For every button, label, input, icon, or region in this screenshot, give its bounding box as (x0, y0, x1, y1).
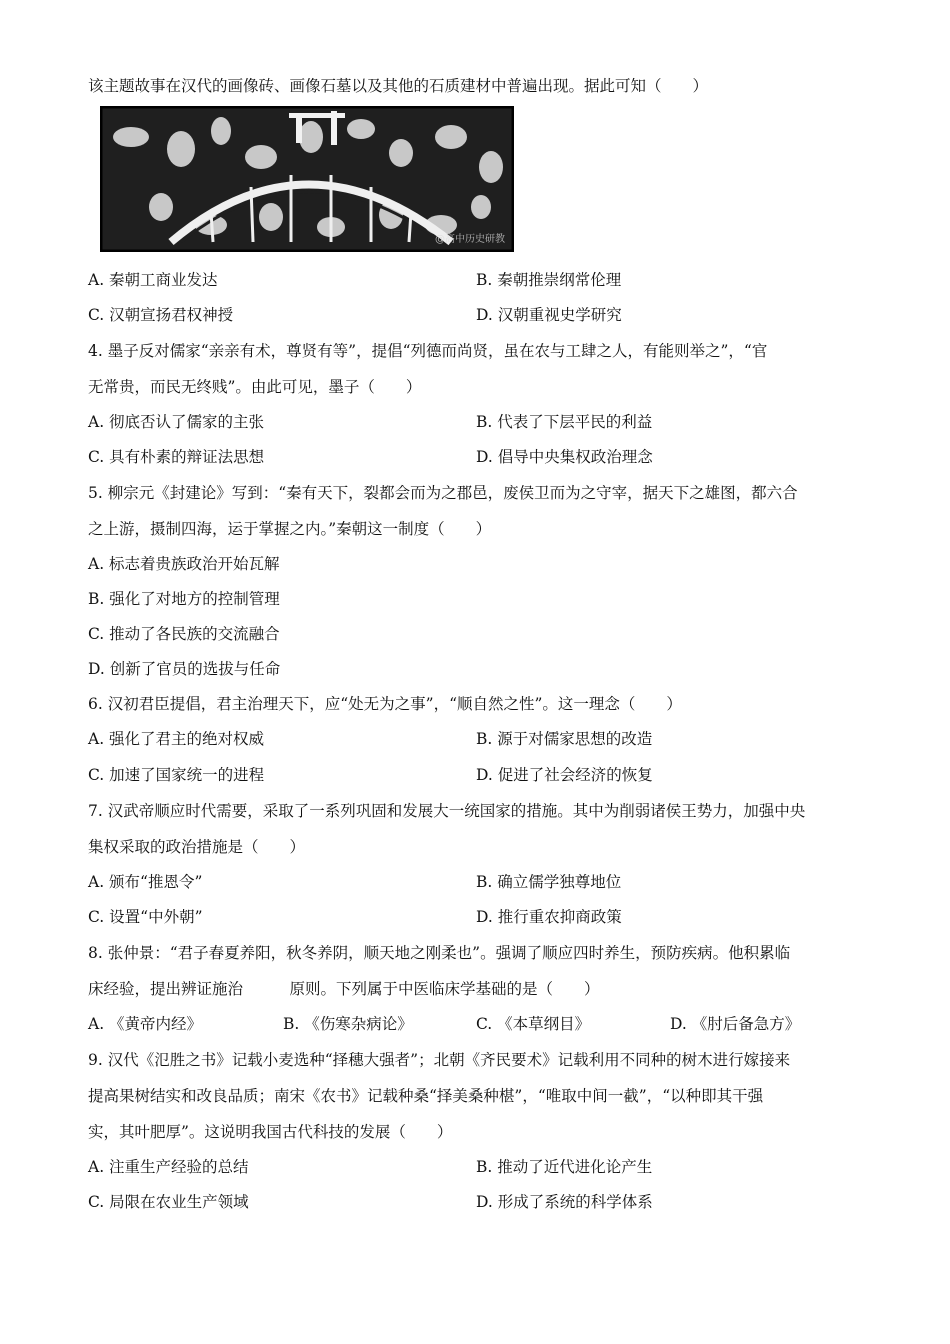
q8-stem-line1: 8. 张仲景：“君子春夏养阳，秋冬养阴，顺天地之刚柔也”。强调了顺应四时养生，预防疾病。他积累临 (88, 944, 791, 962)
q6-stem-line1: 6. 汉初君臣提倡，君主治理天下，应“处无为之事”，“顺自然之性”。这一理念（ ） (88, 695, 682, 713)
q7-option-b: B. 确立儒学独尊地位 (476, 873, 622, 891)
q7-option-d: D. 推行重农抑商政策 (476, 908, 622, 926)
q9-option-c: C. 局限在农业生产领域 (88, 1193, 249, 1211)
q5-option-b: B. 强化了对地方的控制管理 (88, 590, 280, 608)
q9-stem-line3: 实，其叶肥厚”。这说明我国古代科技的发展（ ） (88, 1123, 453, 1141)
q8-option-a: A. 《黄帝内经》 (88, 1015, 203, 1033)
q4-stem-line1: 4. 墨子反对儒家“亲亲有术，尊贤有等”，提倡“列德而尚贤，虽在农与工肆之人，有能则举之”，“官 (88, 342, 768, 360)
watermark: @高中历史研教 (435, 234, 505, 245)
q9-option-b: B. 推动了近代进化论产生 (476, 1158, 653, 1176)
q8-stem-line2: 床经验，提出辨证施治 原则。下列属于中医临床学基础的是（ ） (88, 980, 600, 998)
q6-option-a: A. 强化了君主的绝对权威 (88, 730, 265, 748)
han-stone-relief-image (100, 106, 514, 252)
q4-option-d: D. 倡导中央集权政治理念 (476, 448, 653, 466)
q7-option-a: A. 颁布“推恩令” (88, 873, 203, 891)
q9-option-d: D. 形成了系统的科学体系 (476, 1193, 653, 1211)
q6-option-d: D. 促进了社会经济的恢复 (476, 766, 653, 784)
q3-option-c: C. 汉朝宣扬君权神授 (88, 306, 234, 324)
q9-option-a: A. 注重生产经验的总结 (88, 1158, 249, 1176)
q9-stem-line2: 提高果树结实和改良品质；南宋《农书》记载种桑“择美桑种椹”，“唯取中间一截”，“以种即其干强 (88, 1087, 764, 1105)
q3-option-a: A. 秦朝工商业发达 (88, 271, 218, 289)
q4-stem-line2: 无常贵，而民无终贱”。由此可见，墨子（ ） (88, 378, 422, 396)
q6-option-c: C. 加速了国家统一的进程 (88, 766, 265, 784)
q5-stem-line2: 之上游，摄制四海，运于掌握之内。”秦朝这一制度（ ） (88, 520, 492, 538)
q3-option-d: D. 汉朝重视史学研究 (476, 306, 622, 324)
q7-option-c: C. 设置“中外朝” (88, 908, 203, 926)
q5-option-c: C. 推动了各民族的交流融合 (88, 625, 280, 643)
question-3-stem: 该主题故事在汉代的画像砖、画像石墓以及其他的石质建材中普遍出现。据此可知（ ） (88, 77, 709, 95)
q5-option-d: D. 创新了官员的选拔与任命 (88, 660, 281, 678)
q4-option-c: C. 具有朴素的辩证法思想 (88, 448, 265, 466)
q7-stem-line2: 集权采取的政治措施是（ ） (88, 838, 306, 856)
q5-option-a: A. 标志着贵族政治开始瓦解 (88, 555, 280, 573)
q4-option-a: A. 彻底否认了儒家的主张 (88, 413, 265, 431)
q9-stem-line1: 9. 汉代《氾胜之书》记载小麦选种“择穗大强者”；北朝《齐民要术》记载利用不同种的树木进行嫁接来 (88, 1051, 791, 1069)
q5-stem-line1: 5. 柳宗元《封建论》写到：“秦有天下，裂都会而为之郡邑，废侯卫而为之守宰，据天下之雄图，都六合 (88, 484, 798, 502)
q4-option-b: B. 代表了下层平民的利益 (476, 413, 653, 431)
q6-option-b: B. 源于对儒家思想的改造 (476, 730, 653, 748)
q8-option-d: D. 《肘后备急方》 (670, 1015, 801, 1033)
q8-option-b: B. 《伤寒杂病论》 (283, 1015, 413, 1033)
q3-option-b: B. 秦朝推崇纲常伦理 (476, 271, 622, 289)
q7-stem-line1: 7. 汉武帝顺应时代需要，采取了一系列巩固和发展大一统国家的措施。其中为削弱诸侯王势力，加强中央 (88, 802, 806, 820)
q8-option-c: C. 《本草纲目》 (476, 1015, 591, 1033)
